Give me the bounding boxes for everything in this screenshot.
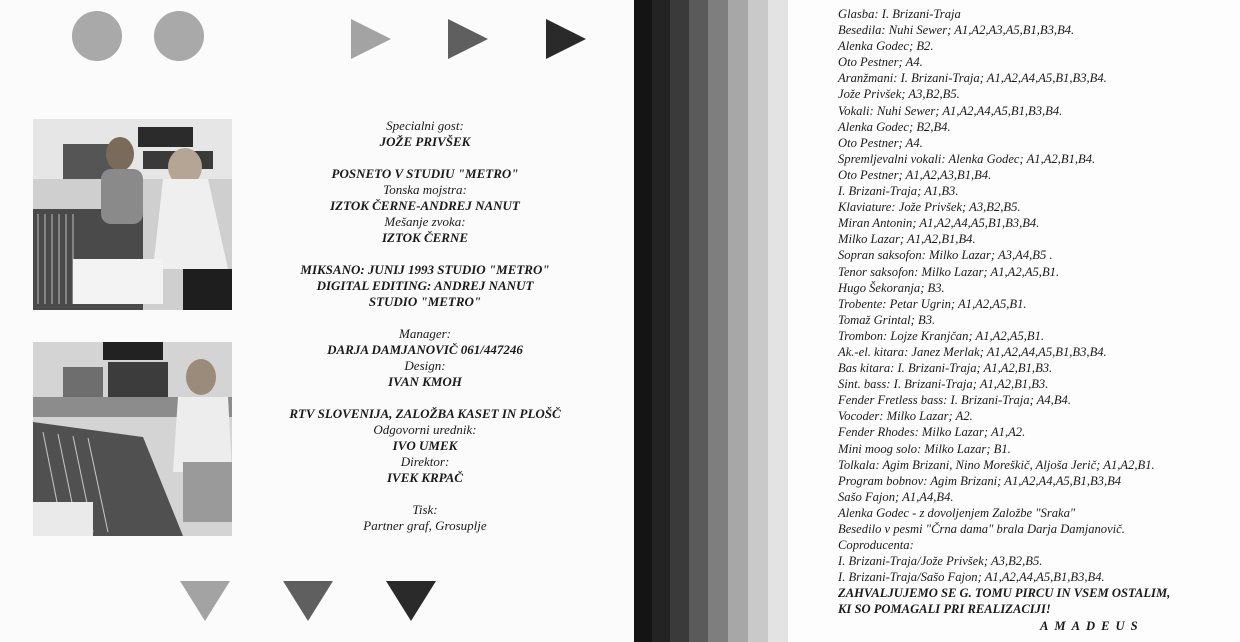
credit-name: MIKSANO: JUNIJ 1993 STUDIO "METRO": [300, 262, 550, 277]
credit-name: IVO UMEK: [392, 438, 458, 453]
gray-stripe: [748, 0, 768, 642]
thanks-line: KI SO POMAGALI PRI REALIZACIJI!: [838, 602, 1051, 617]
credit-role: Mešanje zvoka:: [384, 214, 466, 229]
credit-line: I. Brizani-Traja/Jože Privšek; A3,B2,B5.: [838, 554, 1043, 569]
credit-line: Mini moog solo: Milko Lazar; B1.: [838, 441, 1011, 456]
production-credits: [270, 118, 580, 534]
credit-line: Fender Fretless bass: I. Brizani-Traja; A4,B4.: [838, 393, 1071, 408]
credit-line: Oto Pestner; A4.: [838, 135, 923, 150]
credit-line: Alenka Godec; B2,B4.: [838, 119, 951, 134]
credit-line: Besedilo v pesmi "Črna dama" brala Darja Damjanovič.: [838, 522, 1125, 536]
credit-role: Odgovorni urednik:: [373, 422, 477, 437]
credit-role: Design:: [404, 358, 446, 373]
signature: AMADEUS: [1040, 618, 1144, 633]
credit-name: IVAN KMOH: [388, 374, 462, 389]
credit-line: Sint. bass: I. Brizani-Traja; A1,A2,B1,B3.: [838, 377, 1049, 392]
credit-line: Miran Antonin; A1,A2,A4,A5,B1,B3,B4.: [838, 216, 1040, 231]
credit-line: Vocoder: Milko Lazar; A2.: [838, 409, 973, 424]
credit-role: Tisk:: [412, 502, 438, 517]
credit-name: DIGITAL EDITING: ANDREJ NANUT: [316, 278, 534, 293]
credit-line: Sopran saksofon: Milko Lazar; A3,A4,B5 .: [838, 248, 1053, 263]
credit-line: Program bobnov: Agim Brizani; A1,A2,A4,A5,B1,B3,B4: [838, 473, 1122, 488]
gray-stripe: [634, 0, 652, 642]
credit-name: POSNETO V STUDIU "METRO": [331, 166, 519, 181]
credit-line: Klaviature: Jože Privšek; A3,B2,B5.: [838, 200, 1021, 215]
credit-line: I. Brizani-Traja/Sašo Fajon; A1,A2,A4,A5,B1,B3,B4.: [838, 570, 1105, 585]
gray-stripe: [689, 0, 708, 642]
credit-line: Tenor saksofon: Milko Lazar; A1,A2,A5,B1.: [838, 264, 1060, 279]
spacer: [270, 246, 580, 262]
spacer: [270, 150, 580, 166]
gray-stripe-band: [634, 0, 788, 642]
gray-stripe: [708, 0, 728, 642]
credit-line: Spremljevalni vokali: Alenka Godec; A1,A2,B1,B4.: [838, 151, 1096, 166]
gray-stripe: [728, 0, 748, 642]
credit-name: IZTOK ČERNE: [381, 230, 469, 245]
credit-role: Manager:: [399, 326, 451, 341]
credit-line: Trombon: Lojze Kranjčan; A1,A2,A5,B1.: [838, 328, 1045, 343]
credit-name: RTV SLOVENIJA, ZALOŽBA KASET IN PLOŠČ: [289, 406, 561, 421]
credit-line: Aranžmani: I. Brizani-Traja; A1,A2,A4,A5,B1,B3,B4.: [838, 71, 1107, 86]
gray-stripe: [652, 0, 670, 642]
spacer: [270, 486, 580, 502]
credit-line: Coproducenta:: [838, 538, 914, 553]
gray-stripe: [670, 0, 689, 642]
triangle-right-dark: [546, 19, 586, 59]
credit-line: Vokali: Nuhi Sewer; A1,A2,A4,A5,B1,B3,B4.: [838, 103, 1063, 118]
credit-role: Tonska mojstra:: [383, 182, 467, 197]
spacer: [270, 310, 580, 326]
credit-line: Alenka Godec - z dovoljenjem Založbe "Sraka": [838, 505, 1076, 520]
credit-line: Hugo Šekoranja; B3.: [838, 280, 945, 295]
musician-credits: [838, 6, 1238, 634]
triangle-down-medium: [283, 581, 333, 621]
credit-line: Bas kitara: I. Brizani-Traja; A1,A2,B1,B3.: [838, 361, 1053, 376]
credit-line: Besedila: Nuhi Sewer; A1,A2,A3,A5,B1,B3,B4.: [838, 23, 1075, 38]
credit-line: Ak.-el. kitara: Janez Merlak; A1,A2,A4,A5,B1,B3,B4.: [838, 344, 1107, 359]
credit-name: DARJA DAMJANOVIČ 061/447246: [327, 342, 523, 357]
thanks-line: ZAHVALJUJEMO SE G. TOMU PIRCU IN VSEM OSTALIM,: [838, 586, 1171, 601]
triangle-down-dark: [386, 581, 436, 621]
credit-role: Direktor:: [400, 454, 450, 469]
credit-line: Oto Pestner; A4.: [838, 55, 923, 70]
credit-line: Alenka Godec; B2.: [838, 39, 934, 54]
credit-line: Trobente: Petar Ugrin; A1,A2,A5,B1.: [838, 296, 1027, 311]
credit-name: IZTOK ČERNE-ANDREJ NANUT: [330, 198, 520, 213]
circle-left: [72, 11, 122, 61]
credit-line: Oto Pestner; A1,A2,A3,B1,B4.: [838, 167, 992, 182]
credit-line: Milko Lazar; A1,A2,B1,B4.: [838, 232, 976, 247]
spacer: [270, 390, 580, 406]
credit-name: IVEK KRPAČ: [387, 470, 463, 485]
credit-name: STUDIO "METRO": [368, 294, 482, 309]
triangle-right-medium: [448, 19, 488, 59]
credit-line: Fender Rhodes: Milko Lazar; A1,A2.: [838, 425, 1026, 440]
credit-line: Jože Privšek; A3,B2,B5.: [838, 87, 960, 102]
gray-stripe: [768, 0, 788, 642]
circle-right: [154, 11, 204, 61]
credit-line: Tomaž Grintal; B3.: [838, 312, 936, 327]
credit-line: I. Brizani-Traja; A1,B3.: [838, 184, 959, 199]
credit-line: Tolkala: Agim Brizani, Nino Moreškič, Aljoša Jerič; A1,A2,B1.: [838, 457, 1155, 472]
credit-line: Sašo Fajon; A1,A4,B4.: [838, 489, 954, 504]
credit-name: JOŽE PRIVŠEK: [379, 134, 471, 149]
credit-role: Partner graf, Grosuplje: [363, 518, 487, 533]
credit-role: Specialni gost:: [386, 118, 464, 133]
triangle-down-light: [180, 581, 230, 621]
studio-photo-top: [33, 119, 232, 310]
studio-photo-bottom: [33, 342, 232, 536]
triangle-right-light: [351, 19, 391, 59]
credit-line: Glasba: I. Brizani-Traja: [838, 7, 961, 21]
